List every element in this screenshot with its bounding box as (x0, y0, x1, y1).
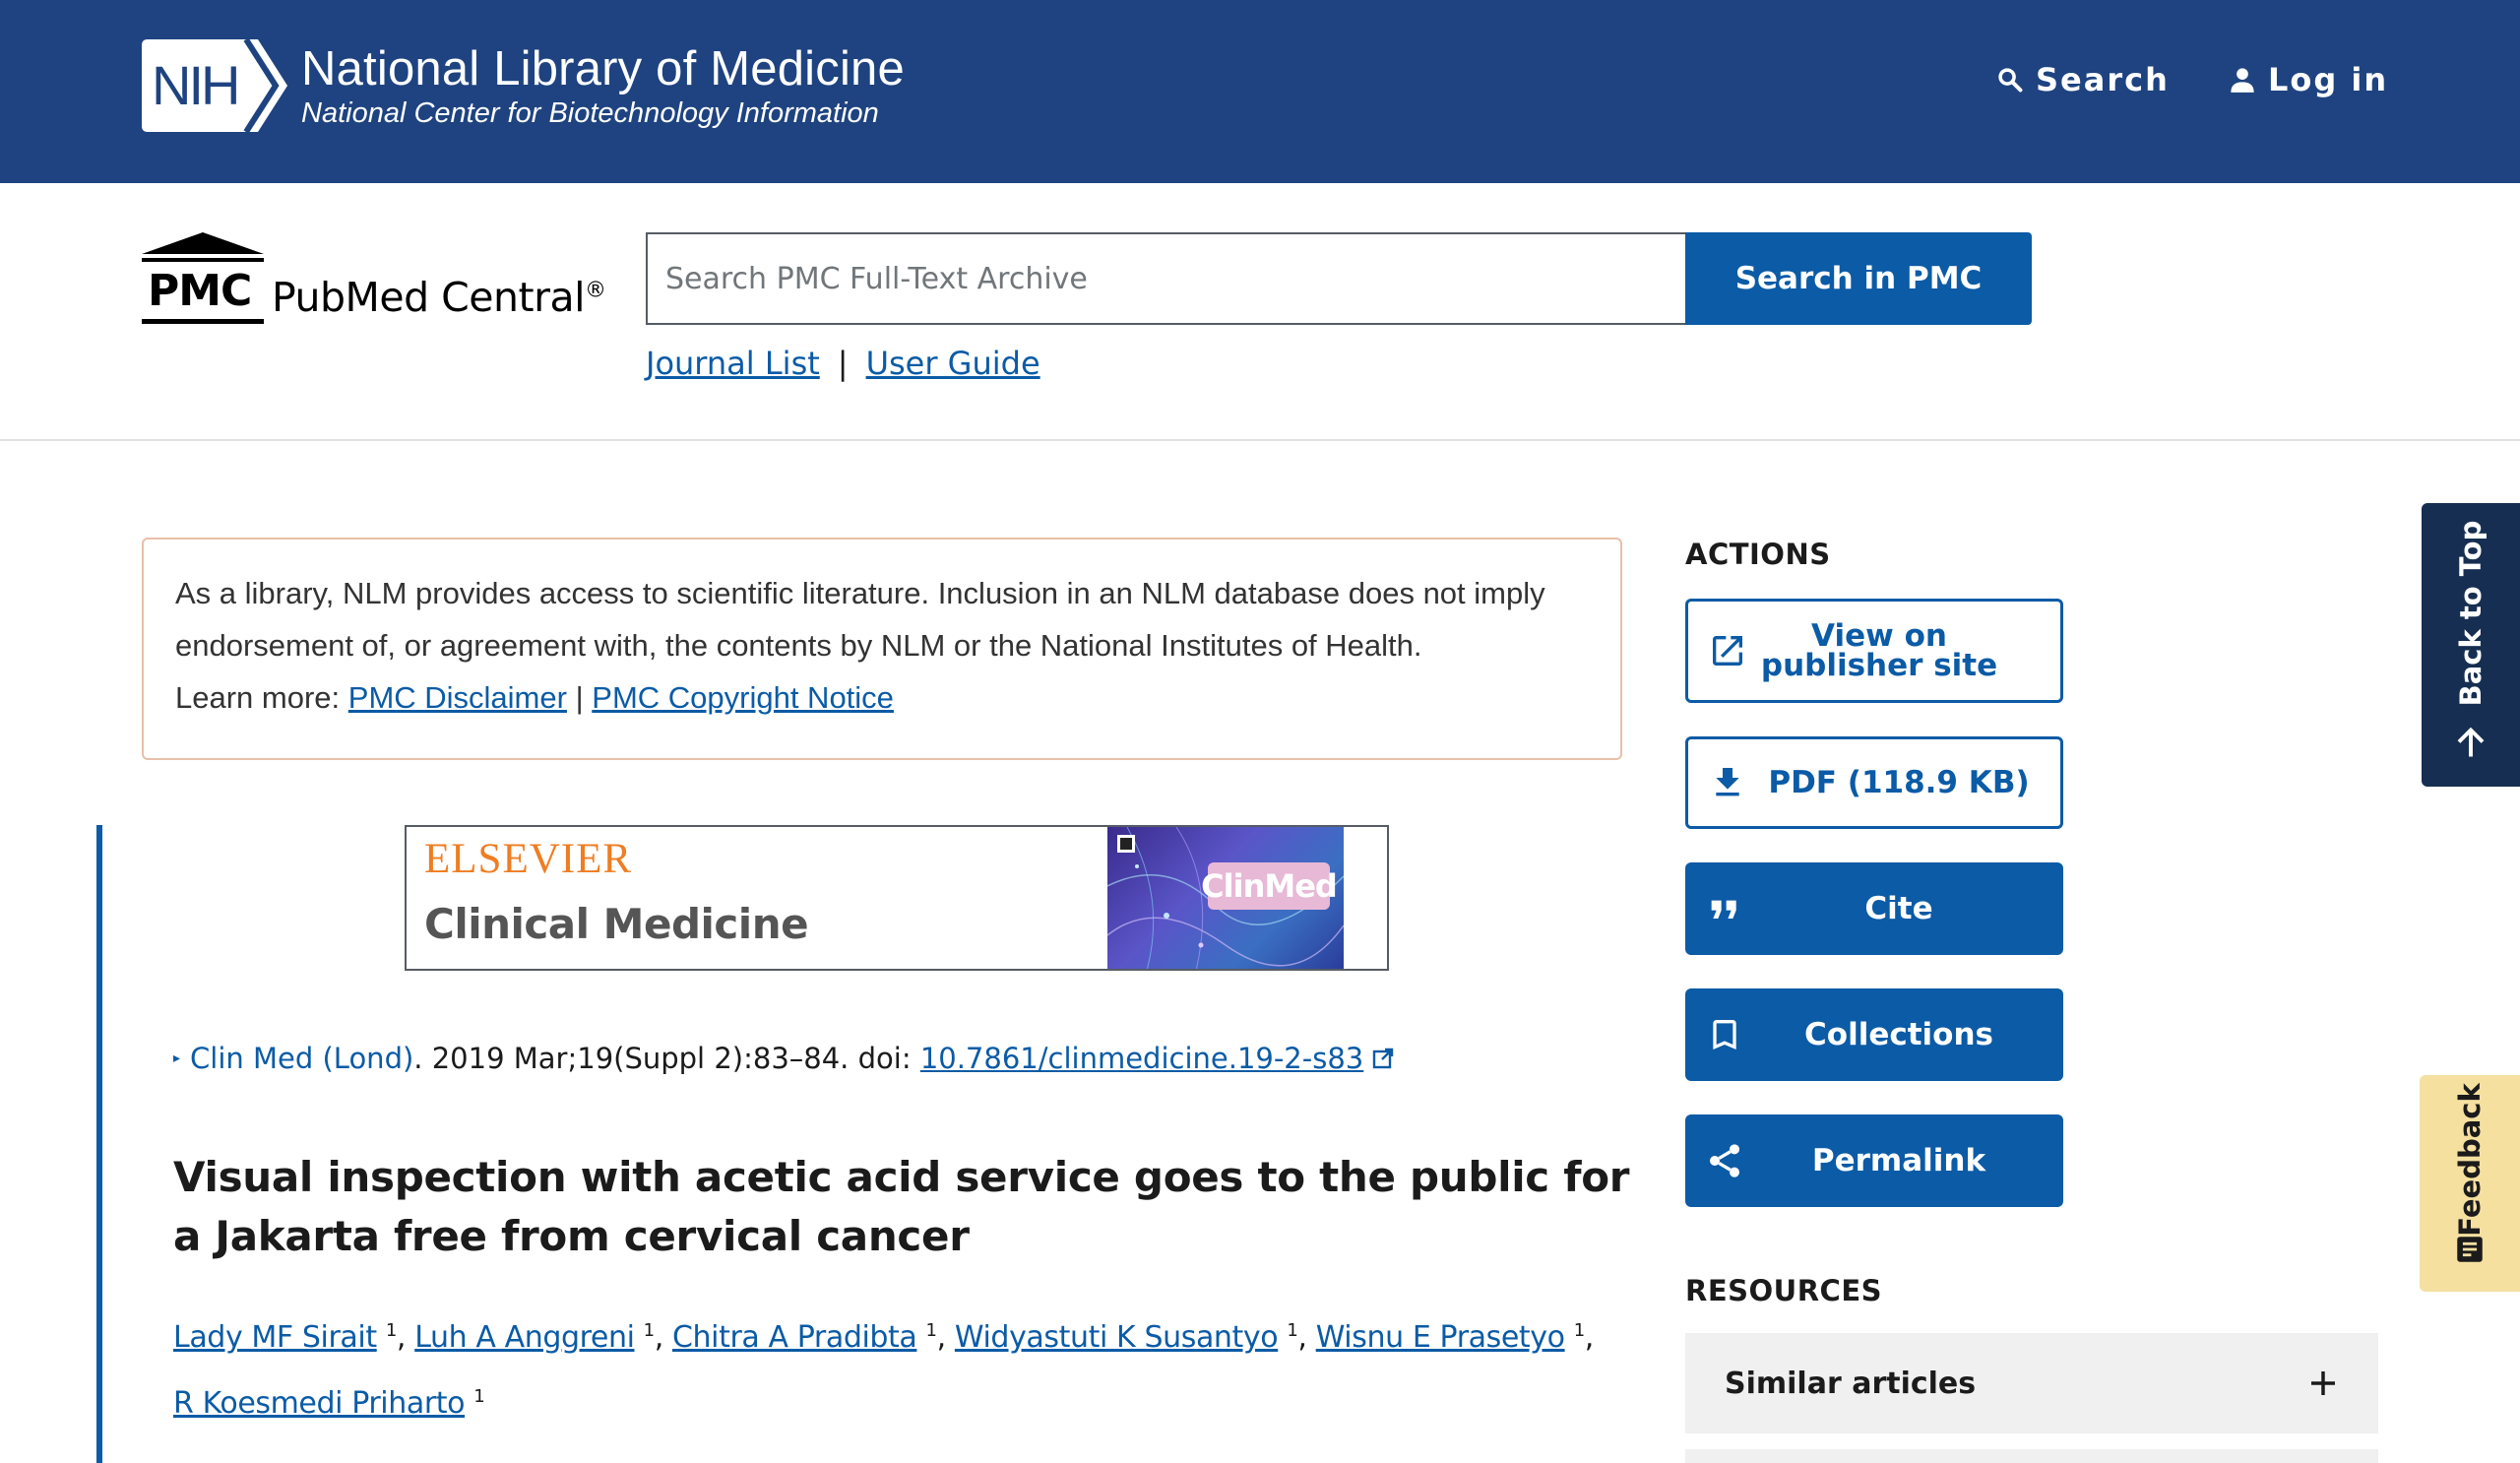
pmc-logo-link[interactable] (140, 232, 605, 327)
permalink-label: Permalink (1811, 1143, 1986, 1178)
permalink-button[interactable] (1685, 1114, 2063, 1207)
header-login-button[interactable] (2229, 61, 2388, 98)
pmc-copyright-link[interactable]: PMC Copyright Notice (592, 680, 894, 715)
arrow-up-icon (2453, 726, 2488, 761)
next-resource-accordion[interactable] (1685, 1449, 2378, 1463)
feedback-label: Feedback (2453, 1083, 2487, 1237)
actions-heading: ACTIONS (1685, 538, 1831, 571)
cite-label: Cite (1864, 891, 1933, 926)
share-icon (1705, 1141, 1744, 1180)
journal-banner[interactable] (405, 825, 1389, 971)
collections-label: Collections (1804, 1017, 1993, 1052)
cite-button[interactable] (1685, 862, 2063, 955)
nlm-disclaimer (142, 538, 1622, 760)
citation-journal[interactable]: Clin Med (Lond) (190, 1042, 414, 1075)
pmc-disclaimer-link[interactable]: PMC Disclaimer (347, 680, 567, 715)
pmc-logo-word-text: PubMed Central (272, 274, 585, 321)
cover-qr-code (1117, 835, 1135, 853)
pdf-download-button[interactable] (1685, 736, 2063, 829)
external-link-icon (1371, 1047, 1395, 1070)
article-accent-bar (96, 825, 102, 1463)
user-icon (2229, 66, 2256, 94)
open-in-new-icon (1708, 631, 1747, 670)
author-affiliation: 1 (1573, 1320, 1585, 1341)
author-affiliation: 1 (925, 1320, 937, 1341)
author-link[interactable]: Chitra A Pradibta (671, 1320, 917, 1355)
bookmark-icon (1705, 1015, 1744, 1054)
pmc-logo-text: PMC (148, 266, 252, 316)
pdf-label: PDF (118.9 KB) (1768, 765, 2030, 800)
similar-articles-accordion[interactable] (1685, 1333, 2378, 1433)
pmc-logo-icon (140, 232, 266, 327)
back-to-top-button[interactable] (2422, 503, 2520, 787)
author-link[interactable]: Luh A Anggreni (414, 1320, 635, 1355)
similar-articles-label: Similar articles (1725, 1366, 1977, 1401)
disclaimer-separator: | (575, 680, 584, 715)
pmc-search-bar (0, 183, 2520, 441)
author-link[interactable]: Lady MF Sirait (173, 1320, 377, 1355)
nih-text (301, 41, 905, 130)
learn-more-label: Learn more: (175, 680, 341, 715)
journal-list-link[interactable]: Journal List (646, 345, 820, 382)
resources-heading: RESOURCES (1685, 1274, 1883, 1307)
cover-clinmed-badge: ClinMed (1208, 862, 1330, 910)
journal-cover-image (1107, 827, 1344, 971)
nih-header (0, 0, 2520, 183)
registered-mark: ® (584, 278, 606, 303)
back-to-top-label: Back to Top (2454, 520, 2488, 707)
article-title: Visual inspection with acetic acid service goes to the public for a Jakarta free from cervical cancer (173, 1153, 1630, 1260)
article-citation (173, 1042, 1395, 1075)
pmc-search-placeholder: Search PMC Full-Text Archive (665, 261, 1088, 296)
nlm-home-link[interactable] (142, 39, 905, 132)
pmc-nav-links (646, 345, 1040, 382)
download-icon (1708, 763, 1747, 802)
header-login-label: Log in (2268, 61, 2389, 98)
feedback-icon (2453, 1233, 2487, 1266)
author-affiliation: 1 (1287, 1320, 1298, 1341)
author-list: Lady MF Sirait $^1$, Luh A Anggreni $^1$, Chitra A Pradibta $^1$, Widyastuti K Susantyo $^1$, Wisnu E Prasetyo $^1$, R Koesmedi Priharto $^1$ (173, 1320, 1594, 1421)
view-on-publisher-button[interactable] (1685, 599, 2063, 703)
author-link[interactable]: Widyastuti K Susantyo (954, 1320, 1279, 1355)
pmc-logo-word (272, 274, 605, 321)
publisher-name: ELSEVIER (424, 836, 633, 882)
plus-icon (2307, 1368, 2339, 1399)
author-affiliation: 1 (385, 1320, 397, 1341)
header-search-button[interactable] (1996, 61, 2170, 98)
nih-logo-icon (142, 39, 287, 132)
expand-triangle-icon[interactable]: ▸ (173, 1050, 181, 1066)
author-link[interactable]: Wisnu E Prasetyo (1315, 1320, 1565, 1355)
search-icon (1996, 66, 2024, 94)
quote-icon (1705, 889, 1744, 928)
disclaimer-text: As a library, NLM provides access to scientific literature. Inclusion in an NLM database does not imply endorsement of, or agreement with, the contents by NLM or the National Institutes of Health. (175, 576, 1545, 663)
view-on-publisher-label: View on publisher site (1760, 618, 1998, 683)
nav-separator: | (837, 345, 849, 382)
banner-journal-name: Clinical Medicine (424, 900, 809, 948)
doi-link[interactable]: 10.7861/clinmedicine.19-2-s83 (919, 1042, 1364, 1075)
nih-logo-text: NIH (152, 54, 238, 116)
nlm-title: National Library of Medicine (301, 42, 905, 95)
collections-button[interactable] (1685, 988, 2063, 1081)
feedback-button[interactable] (2420, 1075, 2520, 1292)
user-guide-link[interactable]: User Guide (865, 345, 1040, 382)
header-search-label: Search (2036, 61, 2170, 98)
author-affiliation: 1 (643, 1320, 655, 1341)
author-link[interactable]: R Koesmedi Priharto (173, 1386, 466, 1421)
pmc-search-input[interactable] (646, 232, 1687, 325)
citation-details: . 2019 Mar;19(Suppl 2):83–84. doi: (413, 1042, 920, 1075)
ncbi-subtitle: National Center for Biotechnology Information (301, 97, 879, 129)
author-affiliation: 1 (473, 1386, 485, 1407)
search-in-pmc-button[interactable]: Search in PMC (1685, 232, 2032, 325)
